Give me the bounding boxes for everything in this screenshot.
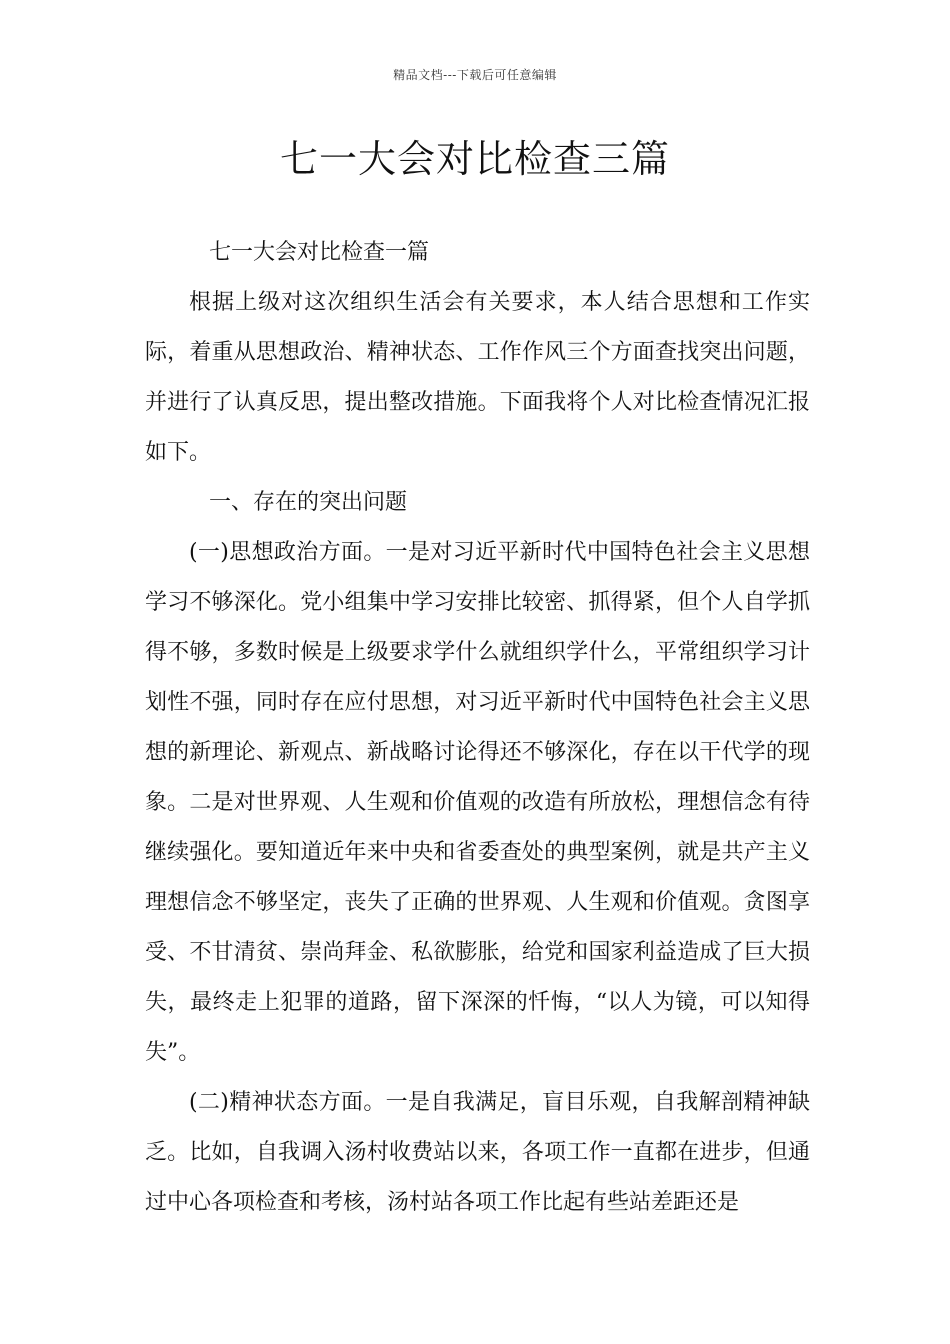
header-note: 精品文档---下载后可任意编辑 [393, 68, 557, 82]
section-heading-1: 一、存在的突出问题 [209, 490, 408, 515]
intro-paragraph: 根据上级对这次组织生活会有关要求，本人结合思想和工作实际，着重从思想政治、精神状态、工作作风三个方面查找突出问题，并进行了认真反思，提出整改措施。下面我将个人对比检查情况汇报如下。 [145, 290, 810, 465]
sub-title: 七一大会对比检查一篇 [209, 240, 430, 265]
paragraph-spirit: (二)精神状态方面。一是自我满足，盲目乐观，自我解剖精神缺乏。比如，自我调入汤村收费站以来，各项工作一直都在进步，但通过中心各项检查和考核，汤村站各项工作比起有些站差距还是 [145, 1090, 810, 1215]
paragraph-political: (一)思想政治方面。一是对习近平新时代中国特色社会主义思想学习不够深化。党小组集中学习安排比较密、抓得紧，但个人自学抓得不够，多数时候是上级要求学什么就组织学什么，平常组织学习计划性不强，同时存在应付思想，对习近平新时代中国特色社会主义思想的新理论、新观点、新战略讨论得还不够深化，存在以干代学的现象。二是对世界观、人生观和价值观的改造有所放松，理想信念有待继续强化。要知道近年来中央和省委查处的典型案例，就是共产主义理想信念不够坚定，丧失了正确的世界观、人生观和价值观。贪图享受、不甘清贫、崇尚拜金、私欲膨胀，给党和国家利益造成了巨大损失，最终走上犯罪的道路，留下深深的忏悔，“以人为镜，可以知得失”。 [145, 540, 810, 1065]
document-body [145, 228, 810, 1228]
document-title: 七一大会对比检查三篇 [279, 137, 670, 181]
